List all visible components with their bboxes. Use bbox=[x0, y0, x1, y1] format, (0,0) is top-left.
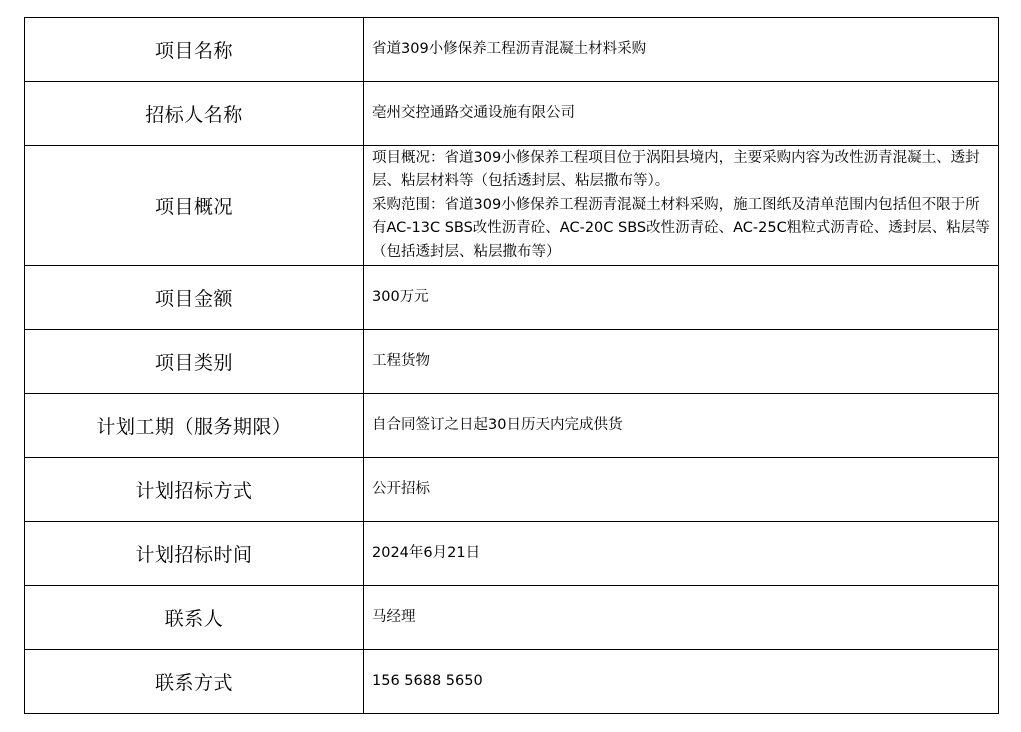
row-value-tender-time: 2024年6月21日 bbox=[364, 522, 999, 586]
row-value-contact-info: 156 5688 5650 bbox=[364, 650, 999, 714]
table-row bbox=[25, 586, 999, 650]
table-row bbox=[25, 522, 999, 586]
row-value-schedule: 自合同签订之日起30日历天内完成供货 bbox=[364, 394, 999, 458]
row-label-tenderer: 招标人名称 bbox=[25, 82, 364, 146]
row-value-project-name: 省道309小修保养工程沥青混凝土材料采购 bbox=[364, 18, 999, 82]
row-label-category: 项目类别 bbox=[25, 330, 364, 394]
table-row bbox=[25, 18, 999, 82]
row-label-contact-info: 联系方式 bbox=[25, 650, 364, 714]
row-value-overview bbox=[364, 146, 999, 266]
scope-paragraph: 采购范围：省道309小修保养工程沥青混凝土材料采购，施工图纸及清单范围内包括但不限于所有AC-13C SBS改性沥青砼、AC-20C SBS改性沥青砼、AC-25C粗粒式沥青砼、透封层、粘层等（包括透封层、粘层撒布等） bbox=[372, 196, 990, 260]
overview-paragraph: 项目概况：省道309小修保养工程项目位于涡阳县境内，主要采购内容为改性沥青混凝土、透封层、粘层材料等（包括透封层、粘层撒布等）。 bbox=[372, 149, 980, 190]
table-row bbox=[25, 458, 999, 522]
row-label-tender-time: 计划招标时间 bbox=[25, 522, 364, 586]
row-value-tender-method: 公开招标 bbox=[364, 458, 999, 522]
table-row bbox=[25, 82, 999, 146]
table-row bbox=[25, 146, 999, 266]
table-row bbox=[25, 266, 999, 330]
row-label-overview: 项目概况 bbox=[25, 146, 364, 266]
row-label-project-name: 项目名称 bbox=[25, 18, 364, 82]
table-row bbox=[25, 650, 999, 714]
row-label-schedule: 计划工期（服务期限） bbox=[25, 394, 364, 458]
row-value-contact-person: 马经理 bbox=[364, 586, 999, 650]
row-label-contact-person: 联系人 bbox=[25, 586, 364, 650]
table-row bbox=[25, 394, 999, 458]
row-label-amount: 项目金额 bbox=[25, 266, 364, 330]
table-row bbox=[25, 330, 999, 394]
row-value-amount: 300万元 bbox=[364, 266, 999, 330]
row-value-category: 工程货物 bbox=[364, 330, 999, 394]
row-value-tenderer: 亳州交控通路交通设施有限公司 bbox=[364, 82, 999, 146]
row-label-tender-method: 计划招标方式 bbox=[25, 458, 364, 522]
project-info-table bbox=[24, 17, 999, 714]
